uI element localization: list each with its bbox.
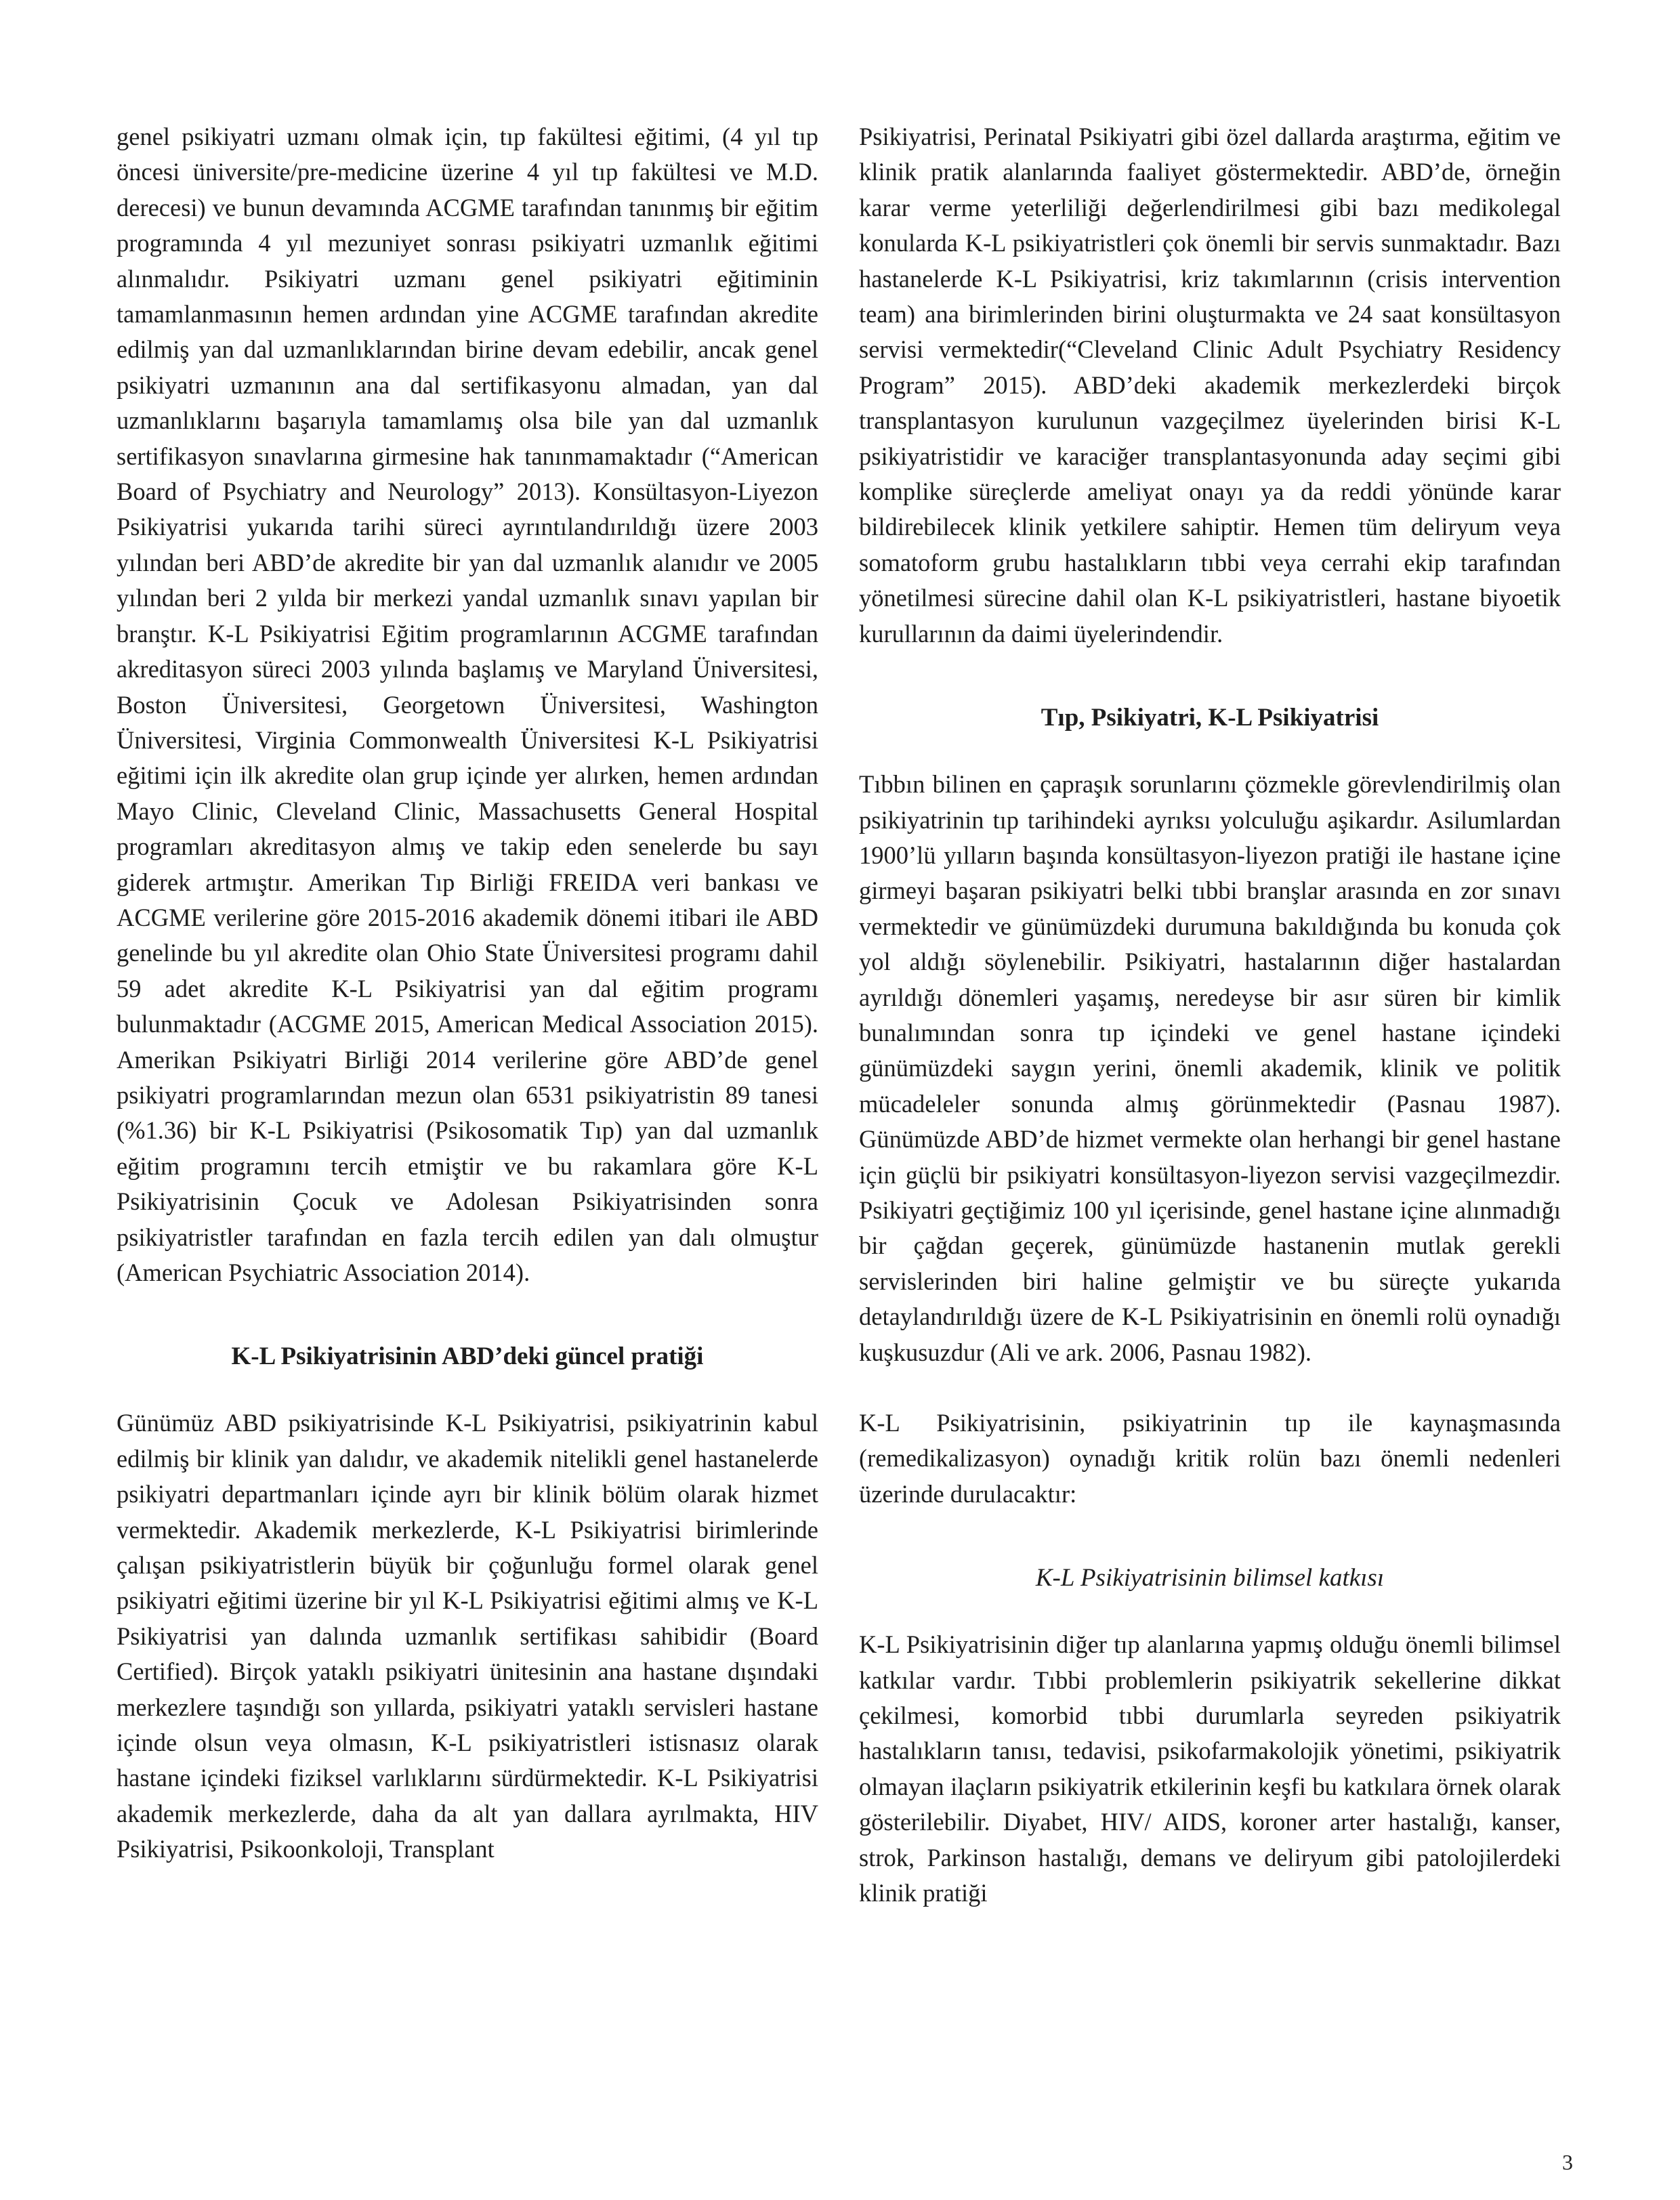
section-heading-kl-abd: K-L Psikiyatrisinin ABD’deki güncel pratiği xyxy=(231,1342,704,1371)
right-paragraph-2: Tıbbın bilinen en çapraşık sorunlarını çözmekle görevlendirilmiş olan psikiyatrinin tıp tarihindeki ayrıksı yolculuğu aşikardır. Asilumlardan 1900’lü yılların başında konsültasyon-liyezon pratiği ile hastane içine girmeyi başaran psikiyatri belki tıbbi branşlar arasında en zor sınavı vermektedir ve günümüzdeki durumuna bakıldığında bu konuda çok yol aldığı söylenebilir. Psikiyatri, hastalarının diğer hastalardan ayrıldığı dönemleri yaşamış, neredeyse bir asır süren bir kimlik bunalımından sonra tıp içindeki ve genel hastane içindeki günümüzdeki saygın yerini, önemli akademik, klinik ve politik mücadeleler sonunda almış görünmektedir (Pasnau 1987). Günümüzde ABD’de hizmet vermekte olan herhangi bir genel hastane için güçlü bir psikiyatri konsültasyon-liyezon servisi vazgeçilmezdir. Psikiyatri geçtiğimiz 100 yıl içerisinde, genel hastane içine alınmadığı bir çağdan geçerek, günümüzde hastanenin mutlak gerekli servislerinden biri haline gelmiştir ve bu süreçte yukarıda detaylandırıldığı üzere de K-L Psikiyatrisinin en önemli rolü oynadığı kuşkusuzdur (Ali ve ark. 2006, Pasnau 1982). xyxy=(859,770,1561,1366)
subsection-heading-bilimsel-katki: K-L Psikiyatrisinin bilimsel katkısı xyxy=(1035,1564,1385,1592)
page-number: 3 xyxy=(1562,2150,1573,2174)
right-paragraph-3: K-L Psikiyatrisinin, psikiyatrinin tıp ile kaynaşmasında (remedikalizasyon) oynadığı kritik rolün bazı önemli nedenleri üzerinde durulacaktır: xyxy=(859,1409,1561,1508)
right-paragraph-4: K-L Psikiyatrisinin diğer tıp alanlarına yapmış olduğu önemli bilimsel katkılar vardır. Tıbbi problemlerin psikiyatrik sekellerine dikkat çekilmesi, komorbid tıbbi durumlarla seyreden psikiyatrik hastalıkların tanısı, tedavisi, psikofarmakolojik yönetimi, psikiyatrik olmayan ilaçların psikiyatrik etkilerinin keşfi bu katkılara örnek olarak gösterilebilir. Diyabet, HIV/ AIDS, koroner arter hastalığı, kanser, strok, Parkinson hastalığı, demans ve deliryum gibi patolojilerdeki klinik pratiği xyxy=(859,1630,1561,1907)
left-paragraph-1: genel psikiyatri uzmanı olmak için, tıp fakültesi eğitimi, (4 yıl tıp öncesi üniversite/pre-medicine üzerine 4 yıl tıp fakültesi ve M.D. derecesi) ve bunun devamında ACGME tarafından tanınmış bir eğitim programında 4 yıl mezuniyet sonrası psikiyatri uzmanlık eğitimi alınmalıdır. Psikiyatri uzmanı genel psikiyatri eğitiminin tamamlanmasının hemen ardından yine ACGME tarafından akredite edilmiş yan dal uzmanlıklarından birine devam edebilir, ancak genel psikiyatri uzmanının ana dal sertifikasyonu almadan, yan dal uzmanlıklarını başarıyla tamamlamış olsa bile yan dal uzmanlık sertifikasyon sınavlarına girmesine hak tanınmamaktadır (“American Board of Psychiatry and Neurology” 2013). Konsültasyon-Liyezon Psikiyatrisi yukarıda tarihi süreci ayrıntılandırıldığı üzere 2003 yılından beri ABD’de akredite bir yan dal uzmanlık alanıdır ve 2005 yılından beri 2 yılda bir merkezi yandal uzmanlık sınavı yapılan bir branştır. K-L Psikiyatrisi Eğitim programlarının ACGME tarafından akreditasyon süreci 2003 yılında başlamış ve Maryland Üniversitesi, Boston Üniversitesi, Georgetown Üniversitesi, Washington Üniversitesi, Virginia Commonwealth Üniversitesi K-L Psikiyatrisi eğitimi için ilk akredite olan grup içinde yer alırken, hemen ardından Mayo Clinic, Cleveland Clinic, Massachusetts General Hospital programları akreditasyon almış ve takip eden senelerde bu sayı giderek artmıştır. Amerikan Tıp Birliği FREIDA veri bankası ve ACGME verilerine göre 2015-2016 akademik dönemi itibari ile ABD genelinde bu yıl akredite olan Ohio State Üniversitesi programı dahil 59 adet akredite K-L Psikiyatrisi yan dal eğitim programı bulunmaktadır (ACGME 2015, American Medical Association 2015). Amerikan Psikiyatri Birliği 2014 verilerine göre ABD’de genel psikiyatri programlarından mezun olan 6531 psikiyatristin 89 tanesi (%1.36) bir K-L Psikiyatrisi (Psikosomatik Tıp) yan dal uzmanlık eğitim programını tercih etmiştir ve bu rakamlara göre K-L Psikiyatrisinin Çocuk ve Adolesan Psikiyatrisinden sonra psikiyatristler tarafından en fazla tercih edilen yan dalı olmuştur (American Psychiatric Association 2014). xyxy=(117,123,818,1286)
left-column xyxy=(117,119,818,1867)
right-paragraph-1: Psikiyatrisi, Perinatal Psikiyatri gibi özel dallarda araştırma, eğitim ve klinik pratik alanlarında faaliyet göstermektedir. ABD’de, örneğin karar verme yeterliliği değerlendirilmesi gibi bazı medikolegal konularda K-L psikiyatristleri çok önemli bir servis sunmaktadır. Bazı hastanelerde K-L Psikiyatrisi, kriz takımlarının (crisis intervention team) ana birimlerinden birini oluşturmakta ve 24 saat konsültasyon servisi vermektedir(“Cleveland Clinic Adult Psychiatry Residency Program” 2015). ABD’deki akademik merkezlerdeki birçok transplantasyon kurulunun vazgeçilmez üyelerinden birisi K-L psikiyatristidir ve karaciğer transplantasyonunda aday seçimi gibi komplike süreçlerde ameliyat onayı ya da reddi yönünde karar bildirebilecek klinik yetkilere sahiptir. Hemen tüm deliryum veya somatoform grubu hastalıkların tıbbi veya cerrahi ekip tarafından yönetilmesi sürecine dahil olan K-L psikiyatristleri, hastane biyoetik kurullarının da daimi üyelerindendir. xyxy=(859,123,1561,648)
left-paragraph-2: Günümüz ABD psikiyatrisinde K-L Psikiyatrisi, psikiyatrinin kabul edilmiş bir klinik yan dalıdır, ve akademik nitelikli genel hastanelerde psikiyatri departmanları içinde ayrı bir klinik bölüm olarak hizmet vermektedir. Akademik merkezlerde, K-L Psikiyatrisi birimlerinde çalışan psikiyatristlerin büyük bir çoğunluğu formel olarak genel psikiyatri eğitimi üzerine bir yıl K-L Psikiyatrisi eğitimi almış ve K-L Psikiyatrisi yan dalında uzmanlık sertifikası sahibidir (Board Certified). Birçok yataklı psikiyatri ünitesinin ana hastane dışındaki merkezlere taşındığı son yıllarda, psikiyatri yataklı servisleri hastane içinde olsun veya olmasın, K-L psikiyatristleri istisnasız olarak hastane içindeki fiziksel varlıklarını sürdürmektedir. K-L Psikiyatrisi akademik merkezlerde, daha da alt yan dallara ayrılmakta, HIV Psikiyatrisi, Psikoonkoloji, Transplant xyxy=(117,1409,818,1863)
section-heading-tip-psikiyatri: Tıp, Psikiyatri, K-L Psikiyatrisi xyxy=(1041,704,1379,732)
right-column xyxy=(859,119,1561,1911)
